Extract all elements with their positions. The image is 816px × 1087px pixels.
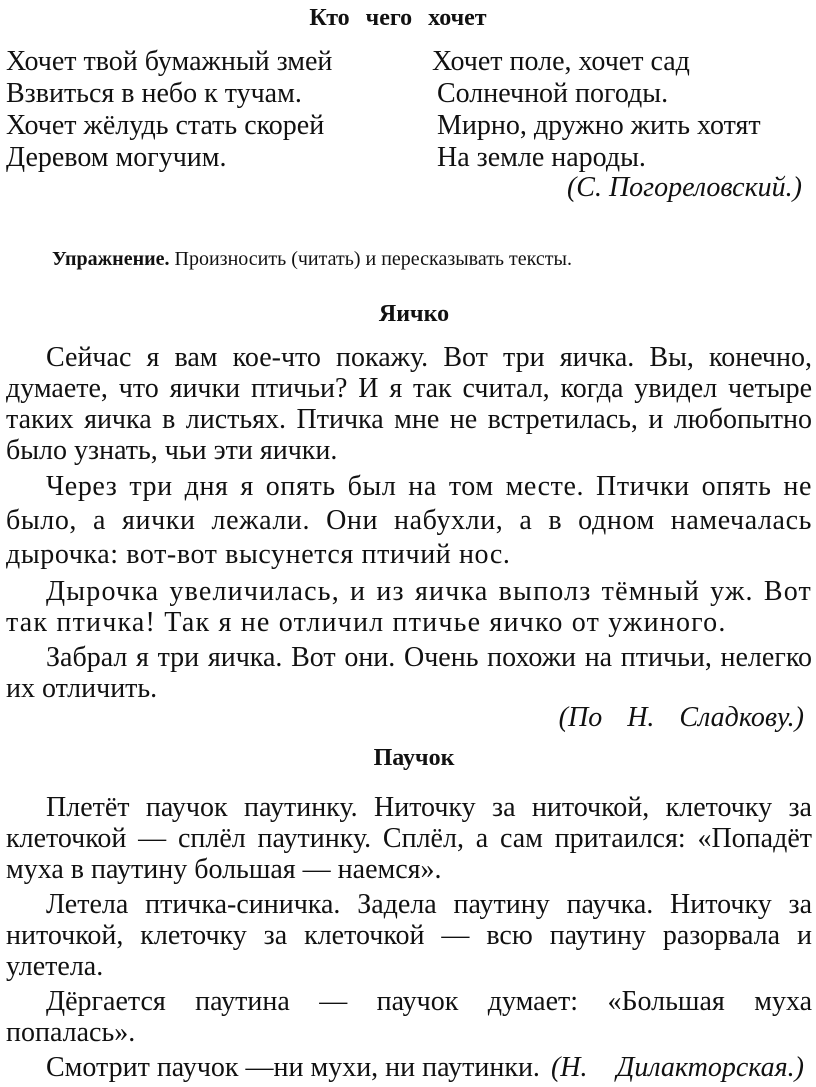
paragraph: Сейчас я вам кое-что покажу. Вот три яичка. Вы, конечно, думаете, что яички птичьи? И я так считал, когда увидел четыре таких яичка в листьях. Птичка мне не встретилась, и любопытно было узнать, чьи эти яички. [6,342,812,466]
paragraph: Смотрит паучок —ни мухи, ни паутинки. [46,1052,540,1083]
poem-line: На земле народы. [437,142,646,173]
paragraph: Дёргается паутина — паучок думает: «Большая муха попалась». [6,986,812,1048]
poem-line: Взвиться в небо к тучам. [6,78,302,109]
poem-line: Хочет твой бумажный змей [6,46,333,77]
egg-story-attribution: (По Н. Сладкову.) [558,702,804,733]
poem-line: Деревом могучим. [6,142,227,173]
exercise-instruction [52,246,572,272]
spider-story-attribution: (Н. Дилакторская.) [550,1052,804,1083]
poem-line: Хочет поле, хочет сад [432,46,690,77]
poem-title: Кто чего хочет [309,5,487,31]
paragraph: Летела птичка-синичка. Задела паутину паучка. Ниточку за ниточкой, клеточку за клеточкой — всю паутину разорвала и улетела. [6,889,812,982]
spider-story-title: Паучок [373,745,455,771]
paragraph: Через три дня я опять был на том месте. Птички опять не было, а яички лежали. Они набухли, а в одном намечалась дырочка: вот-вот высунется птичий нос. [6,471,812,570]
exercise-label: Упражнение. [52,248,170,270]
poem-attribution: (С. Погореловский.) [566,172,802,203]
poem-line: Мирно, дружно жить хотят [437,110,761,141]
poem-line: Хочет жёлудь стать скорей [6,110,325,141]
poem-right-column [432,46,761,174]
poem-line: Солнечной погоды. [437,78,669,109]
exercise-text: Произносить (читать) и пересказывать тексты. [169,248,572,270]
paragraph: Плетёт паучок паутинку. Ниточку за ниточкой, клеточку за клеточкой — сплёл паутинку. Сплёл, а сам притаился: «Попадёт муха в паутину большая — наемся». [6,792,812,885]
poem-left-column [6,46,332,174]
spider-story-text [6,792,812,1087]
paragraph: Дырочка увеличилась, и из яичка выполз тёмный уж. Вот так птичка! Так я не отличил птичье яичко от ужиного. [6,576,812,638]
egg-story-title: Яичко [378,301,450,327]
egg-story-text [6,342,812,708]
paragraph: Забрал я три яичка. Вот они. Очень похожи на птичьи, нелегко их отличить. [6,642,812,704]
